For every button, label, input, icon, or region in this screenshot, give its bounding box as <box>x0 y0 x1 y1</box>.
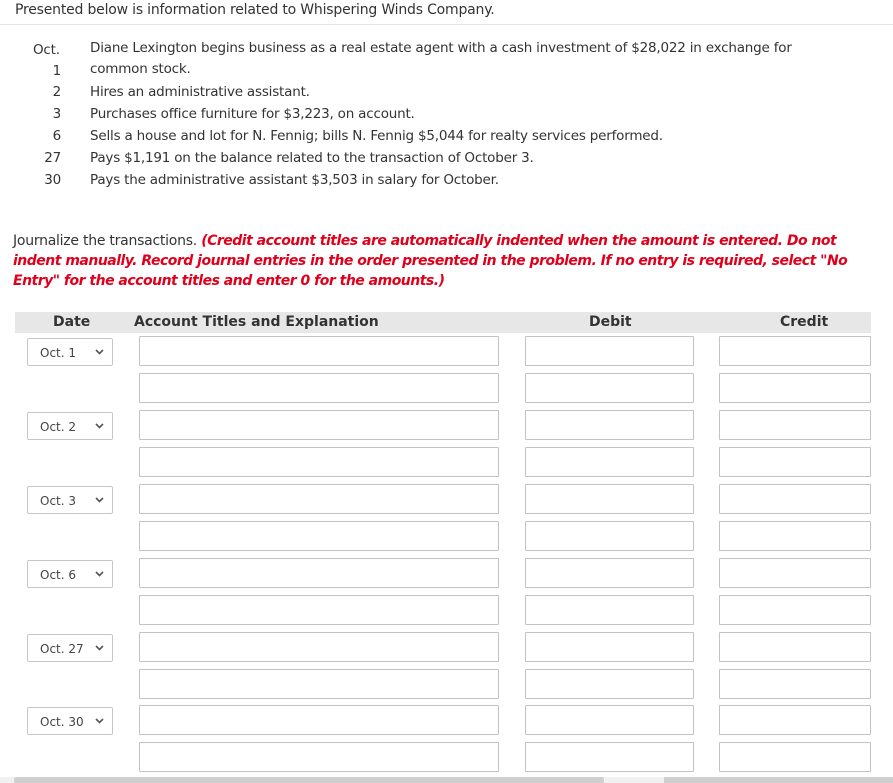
date-select-value: Oct. 1 <box>40 346 77 360</box>
journal-header <box>15 312 871 333</box>
account-title-input[interactable] <box>139 447 499 477</box>
credit-input[interactable] <box>719 558 871 588</box>
transaction-day: 27 <box>44 150 61 166</box>
account-title-input[interactable] <box>139 373 499 403</box>
chevron-down-icon <box>95 645 104 651</box>
date-select-value: Oct. 3 <box>40 494 77 508</box>
debit-input[interactable] <box>525 410 694 440</box>
credit-input[interactable] <box>719 595 871 625</box>
account-column-header: Account Titles and Explanation <box>134 314 379 330</box>
month-label: Oct. <box>33 42 60 58</box>
date-select-oct-1[interactable] <box>27 338 113 366</box>
account-title-input[interactable] <box>139 705 499 735</box>
account-title-input[interactable] <box>139 742 499 772</box>
date-select-value: Oct. 27 <box>40 642 84 656</box>
date-select-value: Oct. 6 <box>40 568 77 582</box>
instructions-lead: Journalize the transactions. <box>13 233 202 249</box>
credit-input[interactable] <box>719 705 871 735</box>
transaction-day: 6 <box>52 128 61 144</box>
scrollbar-thumb-secondary[interactable] <box>664 777 893 783</box>
debit-input[interactable] <box>525 447 694 477</box>
transaction-day: 2 <box>52 84 61 100</box>
debit-input[interactable] <box>525 484 694 514</box>
chevron-down-icon <box>95 571 104 577</box>
credit-input[interactable] <box>719 484 871 514</box>
intro-text: Presented below is information related to Whispering Winds Company. <box>15 2 495 18</box>
credit-input[interactable] <box>719 521 871 551</box>
instructions <box>13 231 873 291</box>
debit-input[interactable] <box>525 558 694 588</box>
debit-input[interactable] <box>525 336 694 366</box>
transaction-description: Sells a house and lot for N. Fennig; bills N. Fennig $5,044 for realty services performed. <box>90 128 663 144</box>
transaction-description: Hires an administrative assistant. <box>90 84 310 100</box>
account-title-input[interactable] <box>139 595 499 625</box>
date-select-oct-30[interactable] <box>27 707 113 735</box>
debit-input[interactable] <box>525 632 694 662</box>
transaction-day: 1 <box>52 63 61 79</box>
transaction-description: Pays $1,191 on the balance related to the transaction of October 3. <box>90 150 534 166</box>
account-title-input[interactable] <box>139 558 499 588</box>
horizontal-scrollbar[interactable] <box>0 777 893 783</box>
debit-input[interactable] <box>525 595 694 625</box>
date-column-header: Date <box>53 314 91 330</box>
account-title-input[interactable] <box>139 410 499 440</box>
debit-input[interactable] <box>525 742 694 772</box>
debit-input[interactable] <box>525 705 694 735</box>
date-select-oct-27[interactable] <box>27 634 113 662</box>
transaction-description: Diane Lexington begins business as a real estate agent with a cash investment of $28,022 in exchange for common stock. <box>90 40 792 77</box>
chevron-down-icon <box>95 349 104 355</box>
credit-input[interactable] <box>719 336 871 366</box>
credit-input[interactable] <box>719 632 871 662</box>
transaction-description: Pays the administrative assistant $3,503 in salary for October. <box>90 172 499 188</box>
account-title-input[interactable] <box>139 484 499 514</box>
account-title-input[interactable] <box>139 336 499 366</box>
chevron-down-icon <box>95 423 104 429</box>
instructions-note: (Credit account titles are automatically indented when the amount is entered. Do not indent manually. Record journal entries in the order presented in the problem. If no entry is required, select "No Entry" for the account titles and enter 0 for the amounts.) <box>13 233 848 289</box>
account-title-input[interactable] <box>139 632 499 662</box>
date-select-value: Oct. 30 <box>40 715 84 729</box>
transaction-day: 30 <box>44 172 61 188</box>
chevron-down-icon <box>95 497 104 503</box>
account-title-input[interactable] <box>139 669 499 699</box>
credit-input[interactable] <box>719 410 871 440</box>
date-select-oct-6[interactable] <box>27 560 113 588</box>
account-title-input[interactable] <box>139 521 499 551</box>
date-select-value: Oct. 2 <box>40 420 77 434</box>
transaction-day: 3 <box>52 106 61 122</box>
scrollbar-thumb[interactable] <box>14 777 604 783</box>
date-select-oct-2[interactable] <box>27 412 113 440</box>
credit-input[interactable] <box>719 669 871 699</box>
credit-input[interactable] <box>719 447 871 477</box>
credit-input[interactable] <box>719 373 871 403</box>
debit-input[interactable] <box>525 521 694 551</box>
debit-input[interactable] <box>525 373 694 403</box>
debit-input[interactable] <box>525 669 694 699</box>
transaction-description: Purchases office furniture for $3,223, on account. <box>90 106 415 122</box>
credit-input[interactable] <box>719 742 871 772</box>
credit-column-header: Credit <box>780 314 829 330</box>
date-select-oct-3[interactable] <box>27 486 113 514</box>
debit-column-header: Debit <box>589 314 632 330</box>
divider <box>0 24 893 25</box>
chevron-down-icon <box>95 718 104 724</box>
